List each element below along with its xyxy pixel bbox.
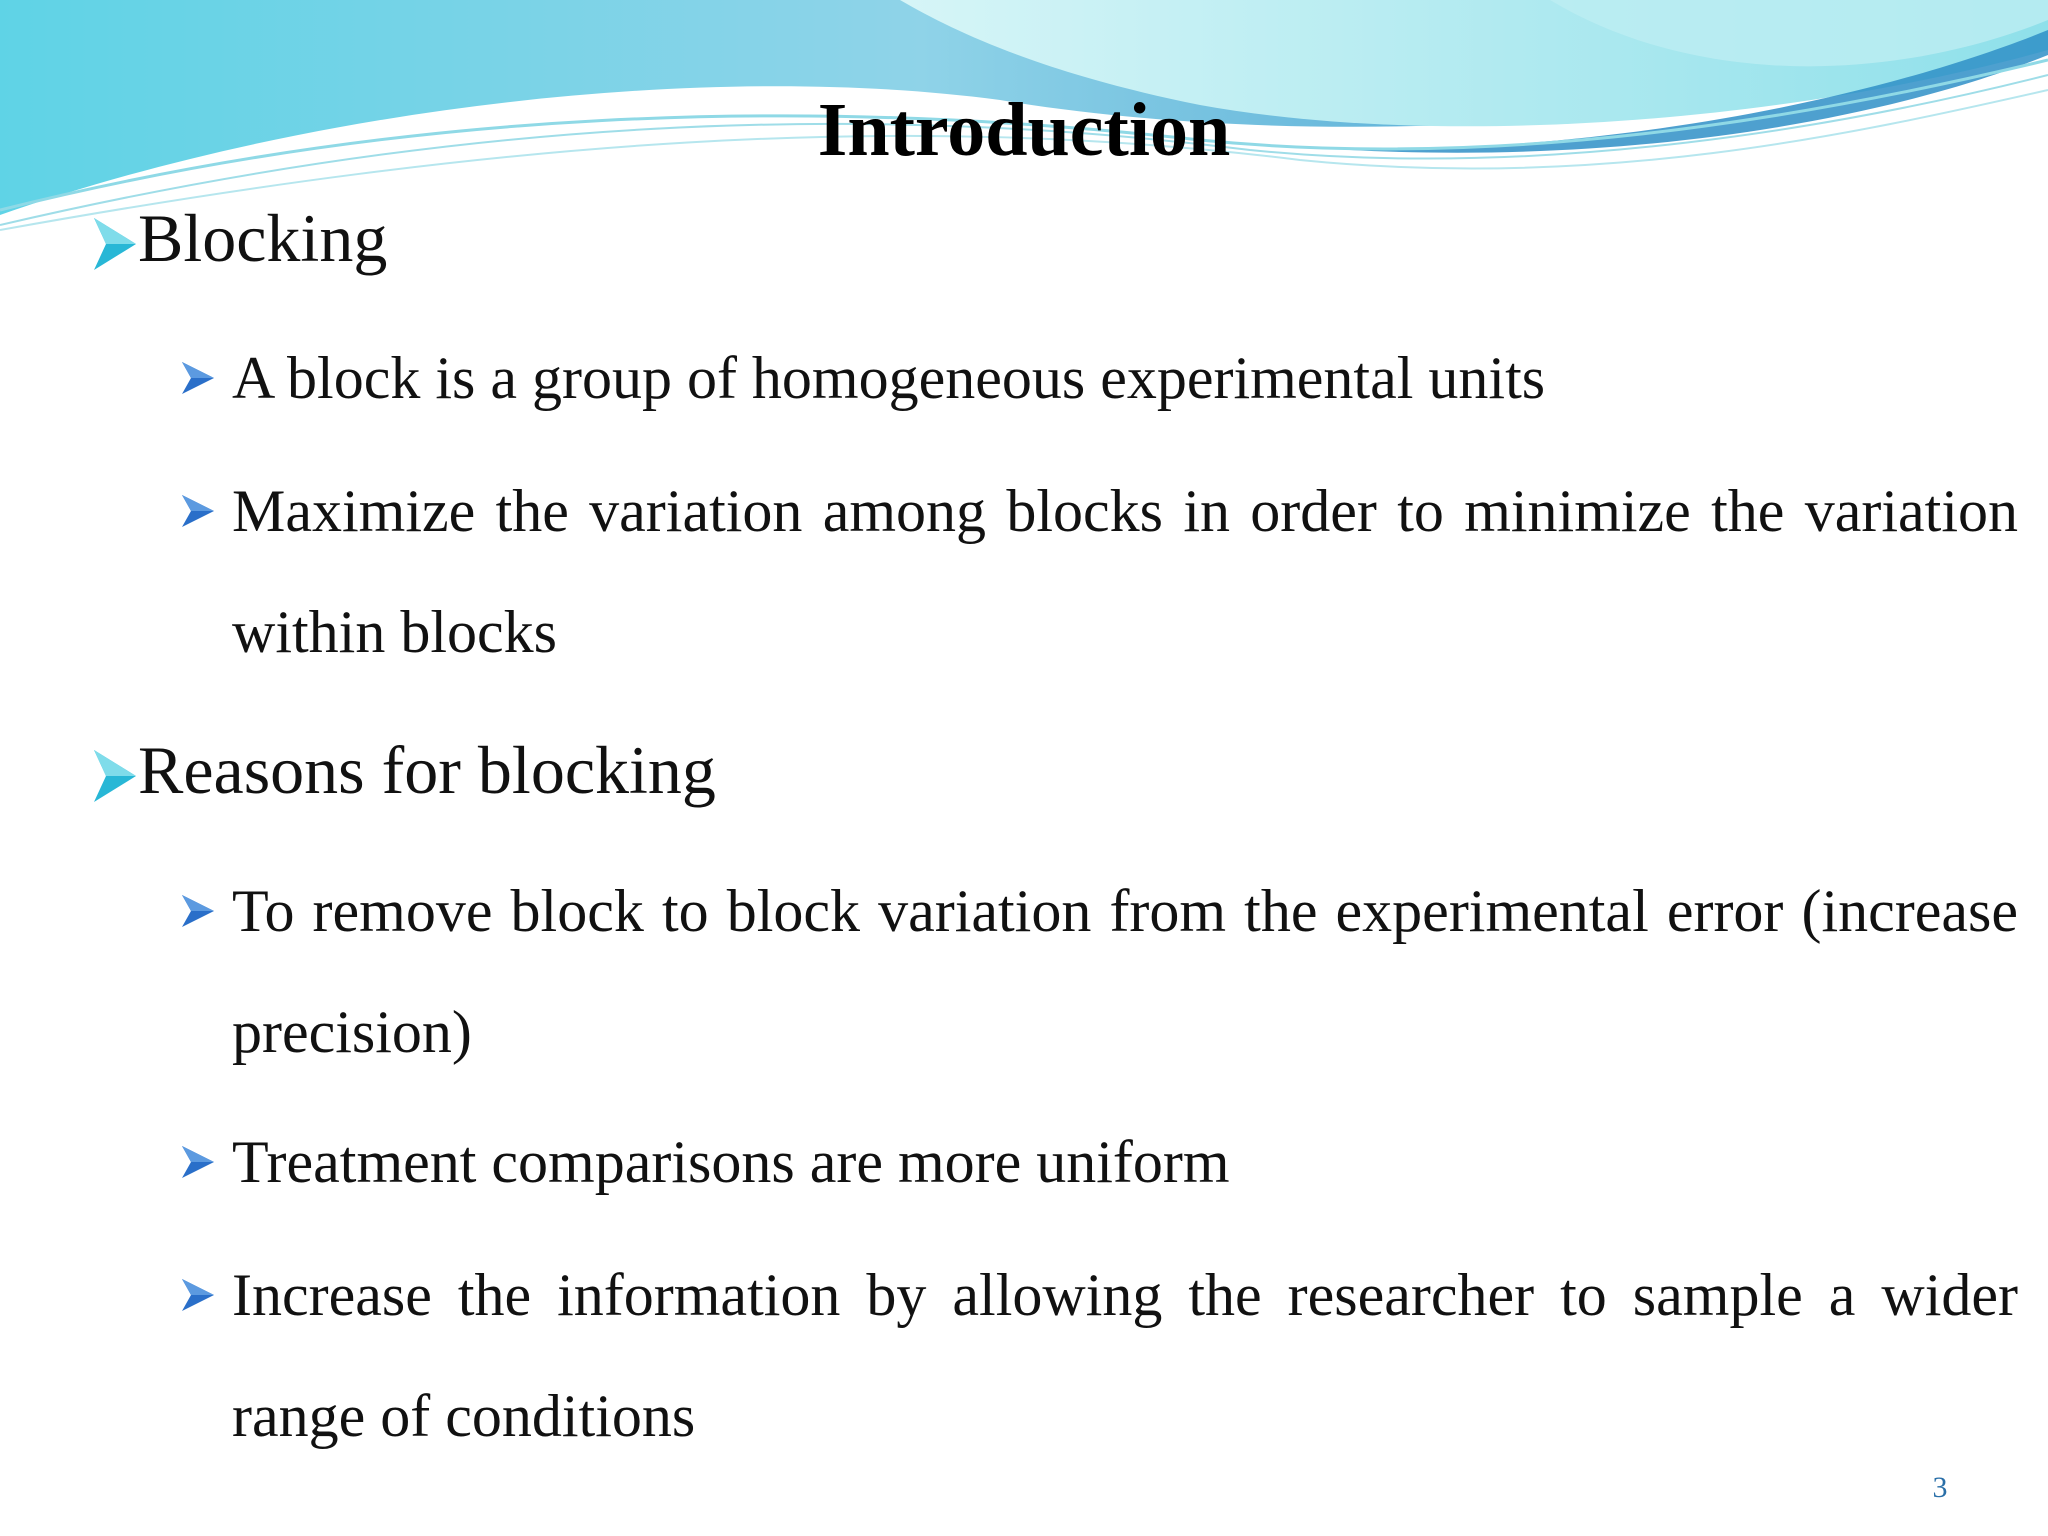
arrow-bullet-icon	[178, 1142, 218, 1182]
bullet-level2	[178, 451, 2018, 693]
slide-title: Introduction	[817, 88, 1231, 172]
bullet-level1	[92, 188, 1992, 288]
bullet-level1	[92, 720, 1992, 820]
arrow-bullet-icon	[178, 491, 218, 531]
bullet-item: Increase the information by allowing the researcher to sample a wider range of conditions	[232, 1262, 2018, 1449]
arrow-bullet-icon	[92, 746, 138, 806]
page-number: 3	[1932, 1471, 1948, 1504]
arrow-bullet-icon	[178, 891, 218, 931]
bullet-item: Treatment comparisons are more uniform	[232, 1129, 1230, 1195]
arrow-bullet-icon	[178, 358, 218, 398]
bullet-heading: Reasons for blocking	[138, 732, 716, 808]
bullet-level2	[178, 1235, 2018, 1477]
bullet-level2	[178, 1102, 2018, 1223]
bullet-heading: Blocking	[138, 200, 388, 276]
bullet-item: To remove block to block variation from the experimental error (increase precision)	[232, 878, 2018, 1065]
bullet-level2	[178, 318, 2018, 439]
arrow-bullet-icon	[92, 214, 138, 274]
arrow-bullet-icon	[178, 1275, 218, 1315]
bullet-item: Maximize the variation among blocks in order to minimize the variation within blocks	[232, 478, 2018, 665]
bullet-item: A block is a group of homogeneous experimental units	[232, 345, 1546, 411]
bullet-level2	[178, 851, 2018, 1093]
